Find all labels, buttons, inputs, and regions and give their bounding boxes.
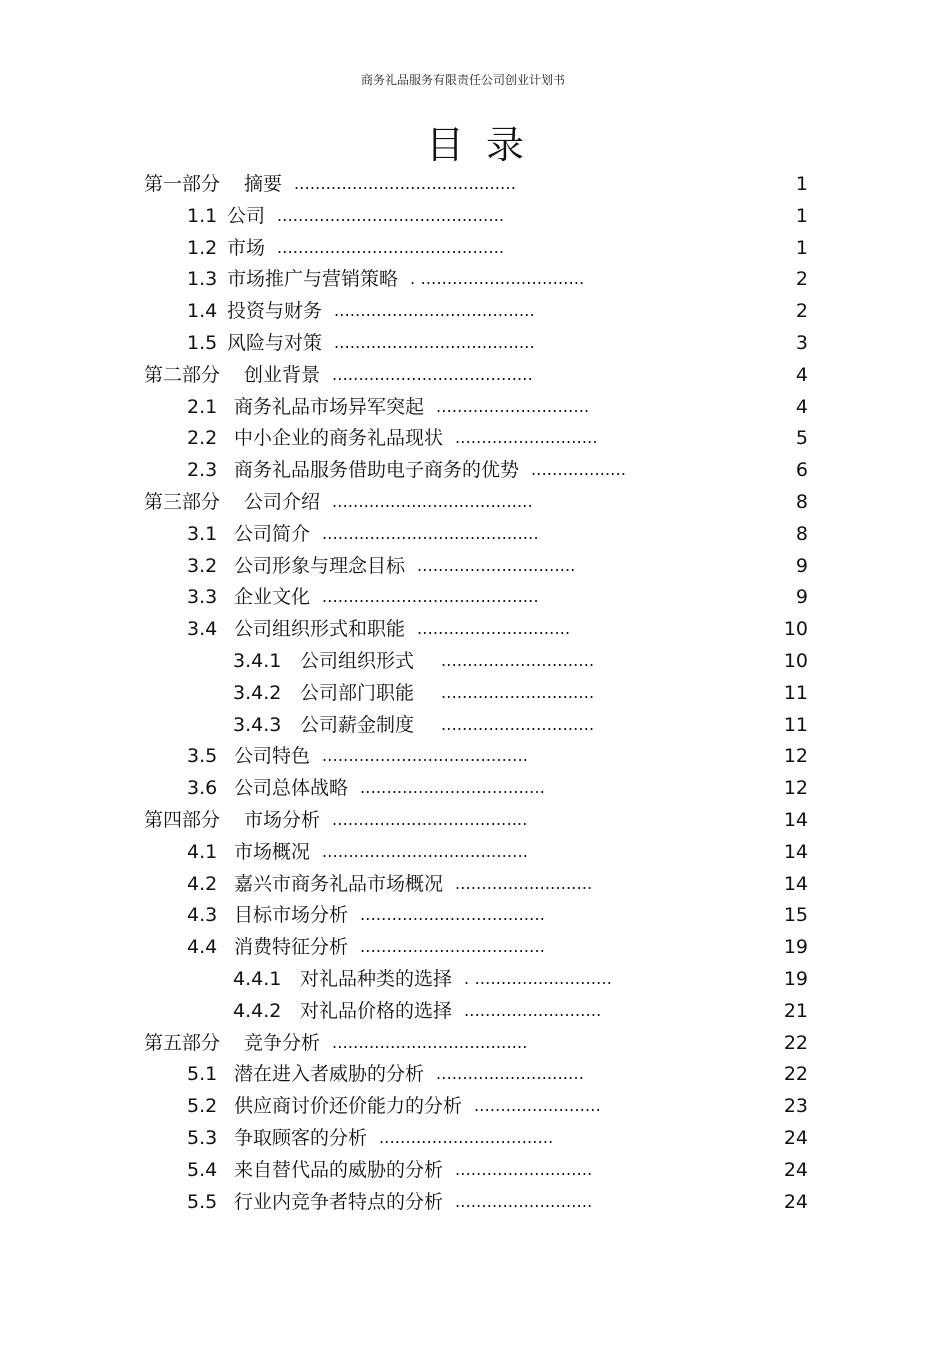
toc-entry-label: 公司 bbox=[227, 204, 266, 227]
toc-entry-page-number: 2 bbox=[795, 300, 808, 323]
toc-entry-number: 1.3 bbox=[187, 268, 218, 291]
toc-entry-leader-dots: ...................................... bbox=[334, 301, 535, 321]
toc-entry-number: 1.1 bbox=[187, 204, 218, 227]
toc-entry-page-number: 8 bbox=[795, 491, 808, 513]
toc-entry-leader-dots: . ............................... bbox=[410, 269, 585, 289]
toc-entry[interactable] bbox=[0, 806, 950, 834]
toc-entry[interactable] bbox=[0, 329, 950, 357]
toc-entry-label: 商务礼品市场异军突起 bbox=[234, 395, 425, 418]
toc-entry[interactable] bbox=[0, 456, 950, 484]
toc-entry-number: 3.4.3 bbox=[233, 713, 282, 736]
toc-entry-number: 3.4.1 bbox=[233, 650, 282, 672]
toc-entry-label: 公司总体战略 bbox=[234, 777, 349, 800]
toc-entry-page-number: 15 bbox=[783, 904, 808, 927]
toc-entry-label: 嘉兴市商务礼品市场概况 bbox=[234, 872, 444, 895]
page-title: 目录 bbox=[425, 123, 546, 167]
toc-entry-page-number: 3 bbox=[795, 332, 808, 354]
toc-entry-number: 4.4.2 bbox=[233, 999, 282, 1022]
toc-entry[interactable] bbox=[0, 1124, 950, 1152]
toc-entry-page-number: 23 bbox=[783, 1095, 808, 1118]
toc-entry-label: 中小企业的商务礼品现状 bbox=[234, 427, 444, 450]
toc-entry[interactable] bbox=[0, 265, 950, 293]
toc-entry-page-number: 5 bbox=[795, 427, 808, 450]
toc-entry-page-number: 1 bbox=[795, 236, 808, 259]
toc-entry-page-number: 2 bbox=[795, 268, 808, 291]
toc-entry-page-number: 22 bbox=[783, 1031, 808, 1054]
toc-entry-leader-dots: ......................................... bbox=[322, 523, 539, 543]
toc-entry-number: 3.1 bbox=[187, 522, 218, 545]
toc-entry-label: 公司简介 bbox=[234, 522, 311, 545]
toc-entry[interactable] bbox=[0, 774, 950, 802]
toc-entry-number: 3.4.2 bbox=[233, 681, 282, 704]
toc-entry-label: 公司部门职能 bbox=[300, 681, 415, 704]
toc-entry[interactable] bbox=[0, 870, 950, 898]
toc-entry-number: 4.4.1 bbox=[233, 968, 282, 990]
toc-entry-number: 5.4 bbox=[187, 1158, 218, 1181]
toc-entry-label: 对礼品种类的选择 bbox=[300, 968, 453, 990]
toc-entry[interactable] bbox=[0, 234, 950, 262]
toc-entry-leader-dots: .......................... bbox=[455, 873, 593, 893]
toc-entry-leader-dots: ...................................... bbox=[332, 364, 533, 384]
toc-entry-page-number: 4 bbox=[795, 395, 808, 418]
toc-entry-leader-dots: ............................. bbox=[441, 714, 595, 734]
toc-entry-number: 3.5 bbox=[187, 745, 218, 768]
toc-entry[interactable] bbox=[0, 901, 950, 929]
toc-entry-leader-dots: ........................... bbox=[455, 428, 598, 448]
toc-entry[interactable] bbox=[0, 552, 950, 580]
toc-entry[interactable] bbox=[0, 520, 950, 548]
toc-entry-label: 公司特色 bbox=[234, 745, 311, 768]
toc-entry[interactable] bbox=[0, 1060, 950, 1088]
toc-entry-leader-dots: ....................................... bbox=[322, 746, 529, 766]
toc-entry-page-number: 21 bbox=[783, 999, 808, 1022]
toc-entry-leader-dots: ................................... bbox=[360, 778, 546, 798]
toc-entry-page-number: 24 bbox=[783, 1127, 808, 1149]
toc-entry-number: 3.2 bbox=[187, 554, 218, 577]
toc-entry-page-number: 10 bbox=[783, 650, 808, 672]
toc-entry-label: 消费特征分析 bbox=[234, 936, 349, 959]
toc-entry-label: 投资与财务 bbox=[227, 300, 323, 323]
toc-entry-number: 第三部分 bbox=[144, 491, 221, 513]
toc-entry[interactable] bbox=[0, 838, 950, 866]
page-header: 商务礼品服务有限责任公司创业计划书 bbox=[360, 73, 565, 87]
toc-entry-page-number: 19 bbox=[783, 936, 808, 959]
toc-entry-label: 对礼品价格的选择 bbox=[300, 999, 453, 1022]
toc-entry-number: 4.4 bbox=[187, 936, 218, 959]
toc-entry-number: 2.1 bbox=[187, 395, 218, 418]
toc-entry-number: 4.2 bbox=[187, 872, 218, 895]
toc-entry[interactable] bbox=[0, 202, 950, 230]
toc-entry-leader-dots: .......................... bbox=[455, 1159, 593, 1179]
toc-entry-number: 5.5 bbox=[187, 1190, 218, 1213]
toc-entry[interactable] bbox=[0, 647, 950, 675]
toc-entry-number: 5.3 bbox=[187, 1127, 218, 1149]
toc-entry-leader-dots: ................................... bbox=[360, 905, 546, 925]
toc-entry[interactable] bbox=[0, 997, 950, 1025]
toc-entry-page-number: 14 bbox=[783, 872, 808, 895]
toc-entry[interactable] bbox=[0, 1092, 950, 1120]
toc-entry-page-number: 8 bbox=[795, 522, 808, 545]
toc-entry-page-number: 6 bbox=[795, 459, 808, 482]
toc-entry-label: 企业文化 bbox=[234, 586, 311, 609]
toc-entry-number: 4.1 bbox=[187, 840, 218, 863]
toc-entry[interactable] bbox=[0, 615, 950, 643]
toc-entry-number: 5.1 bbox=[187, 1063, 218, 1086]
toc-entry-number: 3.3 bbox=[187, 586, 218, 609]
toc-entry-page-number: 10 bbox=[783, 618, 808, 641]
toc-entry-number: 第五部分 bbox=[144, 1031, 221, 1054]
toc-entry-leader-dots: ....................................... bbox=[322, 841, 529, 861]
toc-entry-label: 市场概况 bbox=[234, 840, 311, 863]
toc-entry-label: 市场推广与营销策略 bbox=[227, 268, 399, 291]
toc-entry-label: 潜在进入者威胁的分析 bbox=[234, 1063, 425, 1086]
toc-entry-number: 1.4 bbox=[187, 300, 218, 323]
toc-entry-label: 竞争分析 bbox=[244, 1031, 321, 1054]
toc-entry-page-number: 19 bbox=[783, 968, 808, 990]
toc-entry-label: 公司组织形式 bbox=[300, 650, 415, 672]
toc-entry-page-number: 1 bbox=[795, 204, 808, 227]
toc-entry-page-number: 24 bbox=[783, 1158, 808, 1181]
toc-entry-label: 供应商讨价还价能力的分析 bbox=[234, 1095, 463, 1118]
toc-entry-page-number: 22 bbox=[783, 1063, 808, 1086]
toc-entry[interactable] bbox=[0, 170, 950, 198]
toc-entry-number: 第四部分 bbox=[144, 809, 221, 831]
toc-entry-label: 公司薪金制度 bbox=[300, 713, 415, 736]
toc-entry-number: 第二部分 bbox=[144, 363, 221, 386]
toc-entry-page-number: 12 bbox=[783, 745, 808, 768]
toc-entry-leader-dots: ...................................... bbox=[334, 333, 535, 352]
toc-entry-leader-dots: ......................................... bbox=[322, 587, 539, 607]
toc-entry-page-number: 14 bbox=[783, 840, 808, 863]
toc-entry-page-number: 14 bbox=[783, 809, 808, 831]
toc-entry-page-number: 24 bbox=[783, 1190, 808, 1213]
toc-entry-leader-dots: .......................... bbox=[464, 1000, 602, 1020]
toc-entry-label: 摘要 bbox=[244, 173, 283, 195]
toc-entry-label: 来自替代品的威胁的分析 bbox=[234, 1158, 444, 1181]
toc-entry-leader-dots: ............................ bbox=[436, 1064, 585, 1084]
toc-entry-number: 5.2 bbox=[187, 1095, 218, 1118]
toc-entry[interactable] bbox=[0, 742, 950, 770]
toc-entry[interactable] bbox=[0, 297, 950, 325]
toc-entry-page-number: 11 bbox=[783, 713, 808, 736]
toc-entry-leader-dots: . .......................... bbox=[464, 969, 613, 988]
toc-entry-label: 公司形象与理念目标 bbox=[234, 554, 406, 577]
toc-entry-label: 市场 bbox=[227, 236, 266, 259]
toc-entry-page-number: 4 bbox=[795, 363, 808, 386]
toc-entry-leader-dots: .......................................... bbox=[294, 174, 517, 193]
toc-entry[interactable] bbox=[0, 965, 950, 993]
toc-entry-leader-dots: ............................. bbox=[436, 396, 590, 416]
toc-entry-leader-dots: ........................................... bbox=[277, 205, 505, 225]
toc-entry[interactable] bbox=[0, 583, 950, 611]
toc-entry-label: 争取顾客的分析 bbox=[234, 1127, 368, 1149]
toc-entry-number: 第一部分 bbox=[144, 173, 221, 195]
toc-entry-label: 风险与对策 bbox=[227, 332, 323, 354]
toc-entry[interactable] bbox=[0, 424, 950, 452]
toc-entry[interactable] bbox=[0, 488, 950, 516]
toc-entry[interactable] bbox=[0, 933, 950, 961]
toc-entry-leader-dots: ..................................... bbox=[332, 810, 528, 829]
toc-entry-number: 3.4 bbox=[187, 618, 218, 641]
toc-entry-label: 公司组织形式和职能 bbox=[234, 618, 406, 641]
toc-entry-leader-dots: .................. bbox=[531, 460, 627, 480]
toc-entry-leader-dots: ........................ bbox=[474, 1096, 601, 1116]
toc-entry-label: 创业背景 bbox=[244, 363, 321, 386]
toc-entry-leader-dots: ............................. bbox=[441, 682, 595, 702]
toc-entry-page-number: 11 bbox=[783, 681, 808, 704]
toc-entry-page-number: 1 bbox=[795, 173, 808, 195]
toc-entry-leader-dots: ................................... bbox=[360, 937, 546, 957]
toc-entry-leader-dots: .......................... bbox=[455, 1191, 593, 1211]
toc-entry-page-number: 9 bbox=[795, 586, 808, 609]
toc-entry-label: 市场分析 bbox=[244, 809, 321, 831]
toc-entry-leader-dots: ...................................... bbox=[332, 492, 533, 511]
toc-entry[interactable] bbox=[0, 1156, 950, 1184]
toc-entry-leader-dots: ..................................... bbox=[332, 1032, 528, 1052]
toc-entry-leader-dots: ............................. bbox=[417, 619, 571, 639]
toc-entry-page-number: 9 bbox=[795, 554, 808, 577]
toc-entry-leader-dots: ................................. bbox=[379, 1128, 554, 1147]
toc-entry-label: 公司介绍 bbox=[244, 491, 321, 513]
toc-entry-leader-dots: ........................................... bbox=[277, 237, 505, 257]
toc-entry[interactable] bbox=[0, 1188, 950, 1216]
toc-entry-number: 2.2 bbox=[187, 427, 218, 450]
toc-entry-number: 4.3 bbox=[187, 904, 218, 927]
toc-entry-label: 商务礼品服务借助电子商务的优势 bbox=[234, 459, 520, 482]
toc-entry[interactable] bbox=[0, 1029, 950, 1057]
toc-entry-number: 2.3 bbox=[187, 459, 218, 482]
toc-entry-leader-dots: ............................. bbox=[441, 651, 595, 670]
toc-entry-number: 1.2 bbox=[187, 236, 218, 259]
toc-entry[interactable] bbox=[0, 679, 950, 707]
toc-entry-number: 1.5 bbox=[187, 332, 218, 354]
toc-entry[interactable] bbox=[0, 361, 950, 389]
toc-entry-label: 行业内竞争者特点的分析 bbox=[234, 1190, 444, 1213]
toc-entry-page-number: 12 bbox=[783, 777, 808, 800]
toc-entry-number: 3.6 bbox=[187, 777, 218, 800]
toc-entry[interactable] bbox=[0, 711, 950, 739]
toc-entry-leader-dots: .............................. bbox=[417, 555, 576, 575]
toc-entry[interactable] bbox=[0, 393, 950, 421]
toc-entry-label: 目标市场分析 bbox=[234, 904, 349, 927]
